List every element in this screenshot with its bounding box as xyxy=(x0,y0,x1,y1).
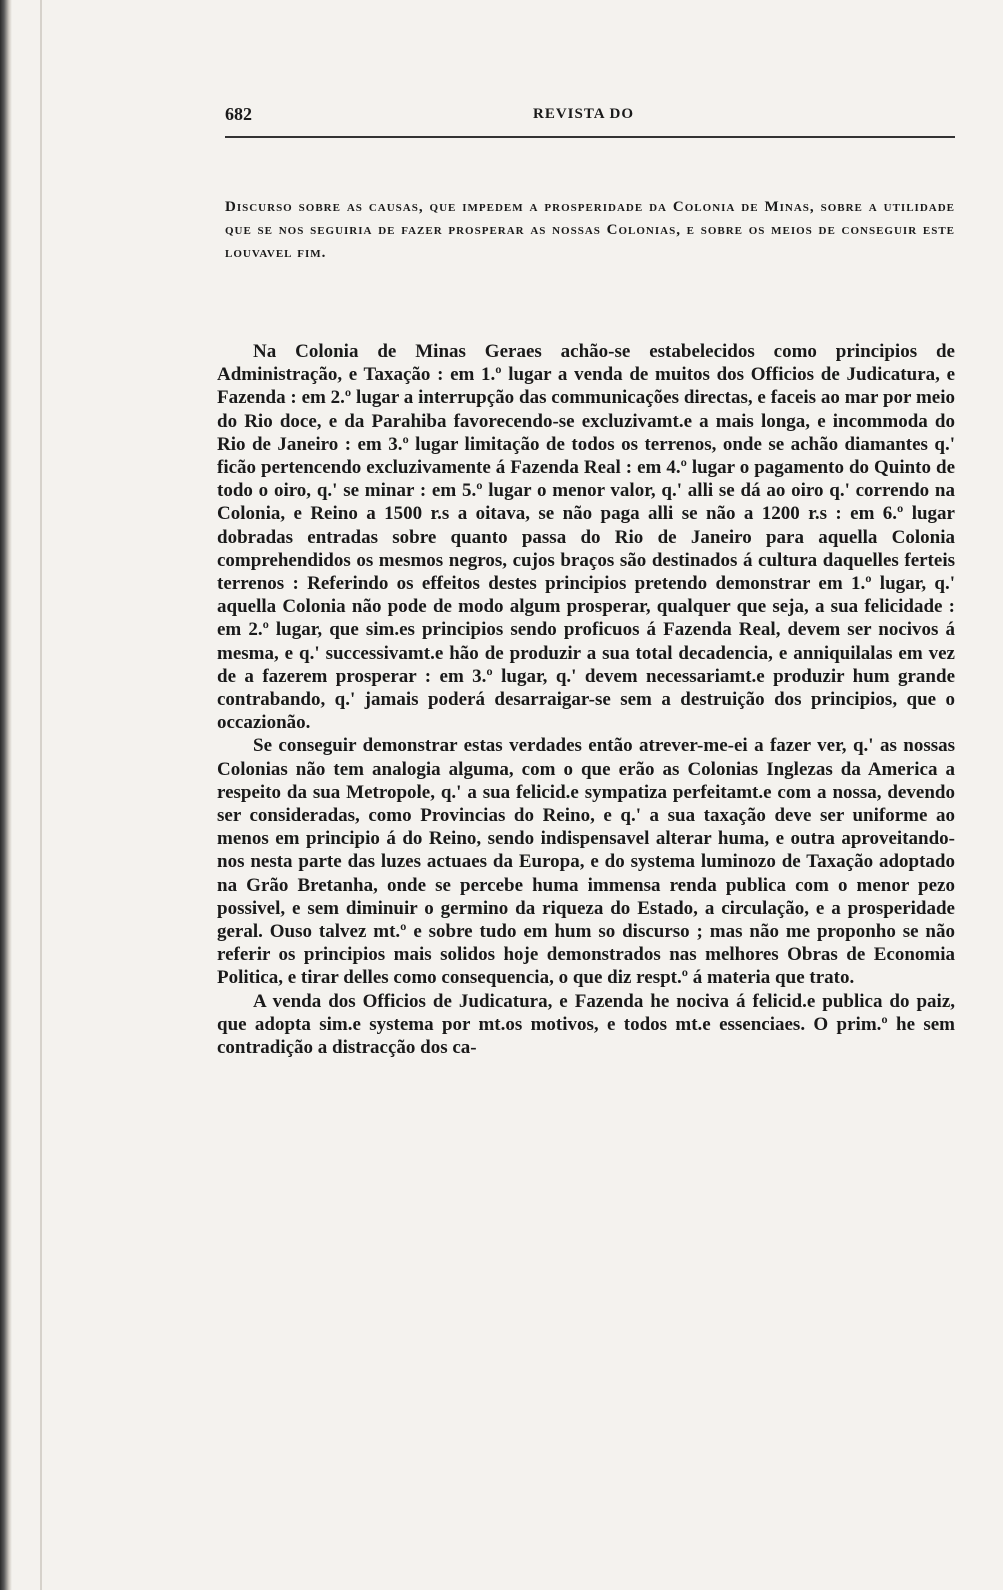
article-title: Discurso sobre as causas, que impedem a prosperidade da Colonia de Minas, sobre a utilidade que se nos seguiria de fazer prosperar as nossas Colonias, e sobre os meios de conseguir este louvavel fim. xyxy=(225,199,955,261)
paragraph-3: A venda dos Officios de Judicatura, e Fazenda he nociva á felicid.e publica do paiz, que adopta sim.e systema por mt.os motivos, e todos mt.e essenciaes. O prim.º he sem contradição a distracção dos ca- xyxy=(217,990,955,1059)
running-head: REVISTA DO xyxy=(533,106,634,122)
paragraph-1: Na Colonia de Minas Geraes achão-se estabelecidos como principios de Administração, e Taxação : em 1.º lugar a venda de muitos dos Officios de Judicatura, e Fazenda : em 2.º lugar a interrupção das communicações directas, e faceis ao mar por meio do Rio doce, e da Parahiba favorecendo-se excluzivamt.e a mais longa, e incommoda do Rio de Janeiro : em 3.º lugar limitação de todos os terrenos, onde se achão diamantes q.' ficão pertencendo excluzivamente á Fazenda Real : em 4.º lugar o pagamento do Quinto de todo o oiro, q.' se minar : em 5.º lugar o menor valor, q.' alli se dá ao oiro q.' correndo na Colonia, e Reino a 1500 r.s a oitava, se não paga alli se não a 1200 r.s : em 6.º lugar dobradas entradas sobre quanto passa do Rio de Janeiro para aquella Colonia comprehendidos os mesmos negros, cujos braços são destinados á cultura daquelles ferteis terrenos : Referindo os effeitos destes principios pretendo demonstrar em 1.º lugar, q.' aquella Colonia não pode de modo algum prosperar, qualquer que seja, a sua felicidade : em 2.º lugar, que sim.es principios sendo proficuos á Fazenda Real, devem ser nocivos á mesma, e q.' successivamt.e hão de produzir a sua total decadencia, e anniquilalas em vez de a fazerem prosperar : em 3.º lugar, q.' devem necessariamt.e produzir hum grande contrabando, q.' jamais poderá desarraigar-se sem a destruição dos principios, que o occazionão. xyxy=(217,341,955,734)
page-header xyxy=(225,104,955,132)
article-body xyxy=(217,340,955,1059)
paragraph-2: Se conseguir demonstrar estas verdades então atrever-me-ei a fazer ver, q.' as nossas Colonias não tem analogia alguma, com o que erão as Colonias Inglezas da America a respeito da sua Metropole, q.' a sua felicid.e sympatiza perfeitamt.e com a nossa, devendo ser consideradas, como Provincias do Reino, e q.' a sua taxação deve ser uniforme ao menos em principio á do Reino, sendo indispensavel alterar huma, e outra aproveitando-nos nesta parte das luzes actuaes da Europa, e do systema luminozo de Taxação adoptado na Grão Bretanha, onde se percebe huma immensa renda publica com o menor pezo possivel, e sem diminuir o germino da riqueza do Estado, a circulação, e a prosperidade geral. Ouso talvez mt.º e sobre tudo em hum so discurso ; mas não me proponho se não referir os principios mais solidos hoje demonstrados nas melhores Obras de Economia Politica, e tirar delles como consequencia, o que diz respt.º á materia que trato. xyxy=(217,735,955,989)
header-rule xyxy=(225,136,955,138)
page-number: 682 xyxy=(225,104,252,124)
page-margin-line xyxy=(40,0,42,1590)
page-binding-edge xyxy=(0,0,12,1590)
